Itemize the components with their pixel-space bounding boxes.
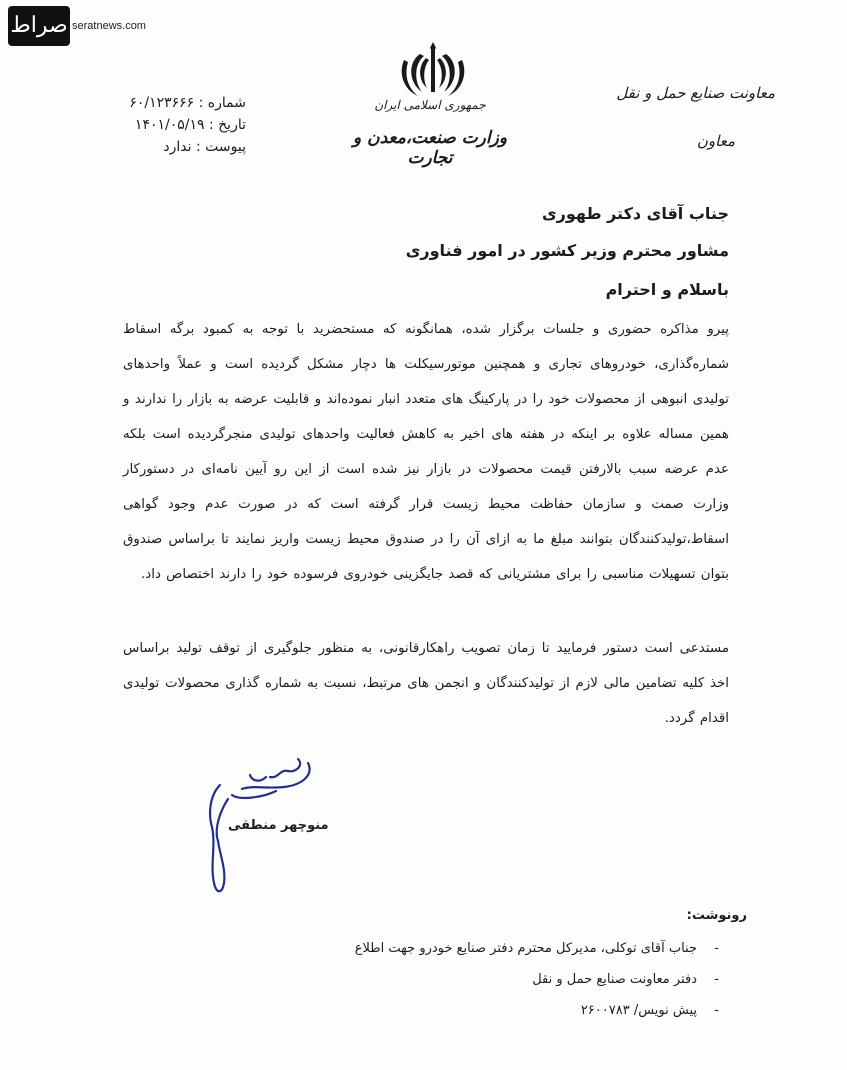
- letter-meta: [96, 92, 246, 158]
- watermark-logo: [8, 6, 148, 48]
- office-role: معاون: [696, 132, 735, 150]
- ministry-label: وزارت صنعت،معدن و تجارت: [352, 128, 508, 168]
- recipient-name: جناب آقای دکتر طهوری: [541, 204, 729, 223]
- republic-label: جمهوری اسلامی ایران: [374, 98, 486, 112]
- greeting: باسلام و احترام: [605, 280, 729, 299]
- cc-label: رونوشت:: [686, 908, 747, 923]
- office-title: معاونت صنایع حمل و نقل: [616, 84, 775, 102]
- letter-number: شماره : ۶۰/۱۲۳۶۶۶: [129, 95, 246, 111]
- watermark-site: seratnews.com: [72, 20, 146, 32]
- cc-list: [299, 933, 719, 1026]
- letter-date: تاریخ : ۱۴۰۱/۰۵/۱۹: [134, 117, 246, 133]
- body-paragraph-1: پیرو مذاکره حضوری و جلسات برگزار شده، همانگونه که مستحضرید با توجه به کمبود برگه اسقاط شماره‌گذاری، خودروهای تجاری و همچنین موتورسیکلت ها دچار مشکل گردیده است و عملاً واحدهای تولیدی انبوهی از محصولات خود را در پارکینگ های متعدد انبار نموده‌اند و قابلیت عرضه به بازار را ندارند و همین مساله علاوه بر اینکه در هفته های اخیر به کاهش فعالیت واحدهای تولیدی منجرگردیده است بلکه عدم عرضه سبب بالارفتن قیمت محصولات در بازار نیز شده است از این رو آیین نامه‌ای در دستورکار وزارت صمت و سازمان حفاظت محیط زیست قرار گرفته است که در صورت عدم وجود گواهی اسقاط،تولیدکنندگان بتوانند مبلغ ما به ازای آن را در صندوق محیط زیست واریز نمایند تا براساس صندوق بتوان تسهیلات مناسبی را برای مشتریانی که قصد جایگزینی خودروی فرسوده خود را دارند اختصاص داد.: [123, 322, 729, 582]
- body-paragraph-2: مستدعی است دستور فرمایید تا زمان تصویب راهکارقانونی، به منظور جلوگیری از توقف تولید براساس اخذ کلیه تضامین مالی لازم از تولیدکنندگان و انجمن های مرتبط، نسبت به شماره گذاری محصولات تولیدی اقدام گردد.: [123, 641, 729, 726]
- recipient-title: مشاور محترم وزیر کشور در امور فناوری: [405, 241, 729, 260]
- iran-emblem-icon: [398, 38, 468, 100]
- watermark-badge: صراط: [8, 6, 70, 46]
- signer-name: منوچهر منطقی: [228, 818, 329, 833]
- cc-item: - جناب آقای توکلی، مدیرکل محترم دفتر صنایع خودرو جهت اطلاع: [299, 933, 719, 964]
- letter-attachment: پیوست : ندارد: [163, 139, 246, 155]
- cc-item: - دفتر معاونت صنایع حمل و نقل: [299, 964, 719, 995]
- cc-item: - پیش نویس/ ۲۶۰۰۷۸۳: [299, 995, 719, 1026]
